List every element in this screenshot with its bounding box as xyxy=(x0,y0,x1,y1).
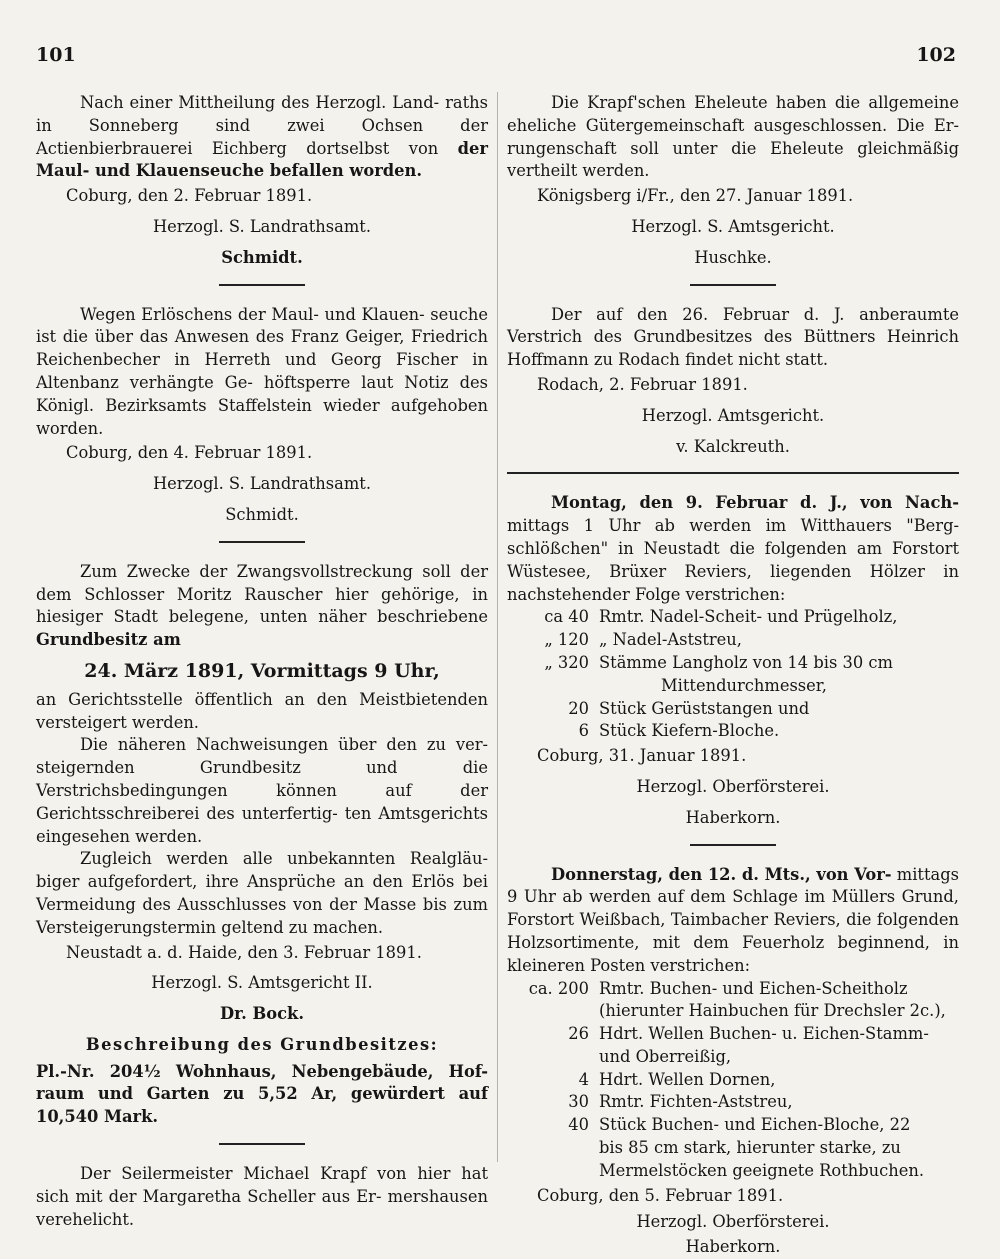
notice-text xyxy=(36,92,488,183)
item-text: Stück Gerüststangen und xyxy=(599,698,810,718)
text-line: Grundbesitz am xyxy=(36,630,181,650)
item-quantity: „ 120 xyxy=(544,630,589,650)
notice-signer: Huschke. xyxy=(694,247,772,267)
text-line: ten Amtsgerichts eingesehen werden. xyxy=(36,803,488,846)
notice-date: Coburg, den 4. Februar 1891. xyxy=(66,443,313,463)
item-text: Mermelstöcken geeignete Rothbuchen. xyxy=(599,1160,925,1180)
section-divider xyxy=(507,472,959,474)
section-divider xyxy=(219,1143,305,1145)
item-text: Hdrt. Wellen Dornen, xyxy=(599,1069,776,1089)
auction-date: 24. März 1891, Vormittags 9 Uhr, xyxy=(84,659,440,682)
left-column xyxy=(36,92,488,1231)
notice-text xyxy=(507,864,959,978)
list-item xyxy=(507,1000,959,1023)
text-line: können auf der Gerichtsschreiberei des unterfertig- xyxy=(36,780,488,823)
notice-signer: v. Kalckreuth. xyxy=(676,436,790,456)
item-quantity: ca. 200 xyxy=(528,978,589,998)
notice-text xyxy=(36,734,488,848)
text-line: Verstrich des Grundbesitzes des Büttners Heinrich xyxy=(507,327,959,347)
notice-intro xyxy=(36,561,488,652)
item-text: bis 85 cm stark, hierunter starke, zu xyxy=(599,1138,901,1158)
notice-text xyxy=(507,492,959,606)
item-quantity: „ 320 xyxy=(544,652,589,672)
text-line: Der Seilermeister Michael Krapf von hier xyxy=(80,1164,451,1184)
text-line: Wegen Erlöschens der Maul- und Klauen- xyxy=(80,304,425,324)
text-line: mittags 9 Uhr ab werden auf dem Schlage im xyxy=(507,864,959,907)
notice-signer: Haberkorn. xyxy=(685,807,781,827)
text-line: Die näheren Nachweisungen über den zu ver- xyxy=(80,735,488,755)
text-line: steigernden Grundbesitz und die Verstrichsbedingungen xyxy=(36,758,488,800)
text-line: Geiger, Friedrich Reichenbecher in Herreth xyxy=(36,327,488,370)
item-quantity xyxy=(507,1160,599,1183)
notice-date: Rodach, 2. Februar 1891. xyxy=(537,374,748,394)
text-line: Actienbierbrauerei Eichberg dortselbst von xyxy=(36,138,439,158)
text-line: Montag, den 9. Februar d. J., von Nach- xyxy=(551,493,959,513)
list-item xyxy=(507,978,959,1001)
notice-wood-sale-thursday xyxy=(507,864,959,1259)
text-line: bis zum Versteigerungstermin geltend zu machen. xyxy=(36,894,488,937)
notice-foreclosure-auction xyxy=(36,561,488,1129)
item-text: und Oberreißig, xyxy=(599,1046,732,1066)
item-text: Rmtr. Nadel-Scheit- und Prügelholz, xyxy=(599,607,898,627)
notice-text xyxy=(507,304,959,372)
text-line: Feuerholz beginnend, in kleineren Posten verstrichen: xyxy=(507,932,959,975)
page-number-right: 102 xyxy=(916,44,956,66)
text-line: 10,540 Mark. xyxy=(36,1107,159,1127)
notice-office: Herzogl. Amtsgericht. xyxy=(641,405,825,425)
notice-office: Herzogl. S. Amtsgericht. xyxy=(631,216,835,236)
text-line: Der auf den 26. Februar d. J. anberaumte xyxy=(551,304,959,324)
notice-signer: Dr. Bock. xyxy=(219,1004,305,1024)
notice-signer: Haberkorn. xyxy=(685,1237,781,1257)
property-heading: Beschreibung des Grundbesitzes: xyxy=(85,1034,439,1054)
text-line: Reviers, die folgenden Holzsortimente, mit dem xyxy=(507,910,959,952)
list-item xyxy=(507,698,959,721)
item-text: Stück Buchen- und Eichen-Bloche, 22 xyxy=(599,1115,911,1135)
list-item xyxy=(507,1091,959,1114)
item-quantity: ca 40 xyxy=(544,607,589,627)
notice-office: Herzogl. S. Amtsgericht II. xyxy=(151,973,373,993)
text-line: vertheilt werden. xyxy=(507,161,650,181)
text-line: der Maul- und Klauenseuche befallen worden. xyxy=(36,138,488,181)
notice-signer: Schmidt. xyxy=(225,504,299,524)
notice-text xyxy=(36,848,488,939)
item-text: Rmtr. Fichten-Aststreu, xyxy=(599,1092,793,1112)
text-line: Zugleich werden alle unbekannten Realgläu- xyxy=(80,849,488,869)
section-divider xyxy=(219,541,305,543)
item-quantity: 40 xyxy=(568,1115,589,1135)
notice-text xyxy=(36,689,488,735)
text-line: hat sich mit der Margaretha Scheller aus Er- xyxy=(36,1164,488,1206)
item-text: (hierunter Hainbuchen für Drechsler 2c.), xyxy=(599,1001,946,1021)
notice-date: Coburg, den 5. Februar 1891. xyxy=(537,1185,784,1205)
item-quantity: 20 xyxy=(568,698,589,718)
list-item xyxy=(507,1069,959,1092)
text-line: Müllers Grund, Forstort Weißbach, Taimbacher xyxy=(507,887,959,930)
text-line: Die Krapf'schen Eheleute haben die allgemeine xyxy=(551,93,959,112)
section-divider xyxy=(690,844,776,846)
text-line: Wüstesee, Brüxer Reviers, liegenden Hölzer in xyxy=(507,561,959,581)
section-divider xyxy=(690,284,776,286)
item-quantity xyxy=(507,1137,599,1160)
text-line: und Georg Fischer in Altenbanz verhängte Ge- xyxy=(36,350,488,392)
text-line: mittags 1 Uhr ab werden im Witthauers "Berg- xyxy=(507,516,959,536)
notice-property-regime xyxy=(507,92,959,270)
text-line: biger aufgefordert, ihre Ansprüche an den Erlös xyxy=(36,872,455,892)
item-quantity: 30 xyxy=(568,1092,589,1112)
notice-office: Herzogl. Oberförsterei. xyxy=(636,776,830,796)
list-item xyxy=(507,606,959,629)
text-line: eheliche Gütergemeinschaft ausgeschlossen. Die Er- xyxy=(507,115,959,135)
item-text: Stämme Langholz von 14 bis 30 cm xyxy=(599,652,893,672)
text-line: rungenschaft soll unter die Eheleute gleichmäßig xyxy=(507,138,959,158)
item-text: Stück Kiefern-Bloche. xyxy=(599,721,780,741)
list-item xyxy=(507,1023,959,1046)
text-line: Donnerstag, den 12. d. Mts., von Vor- xyxy=(551,864,892,884)
text-line: an Gerichtsstelle öffentlich an den Meistbietenden xyxy=(36,689,488,709)
notice-quarantine-lifted xyxy=(36,304,488,527)
item-quantity: 26 xyxy=(568,1024,589,1044)
notice-text xyxy=(36,304,488,441)
list-item xyxy=(507,1046,959,1069)
item-text: Rmtr. Buchen- und Eichen-Scheitholz xyxy=(599,978,908,998)
section-divider xyxy=(219,284,305,286)
notice-date: Coburg, den 2. Februar 1891. xyxy=(66,186,313,206)
notice-office: Herzogl. S. Landrathsamt. xyxy=(152,216,372,236)
item-text: Mittendurchmesser, xyxy=(661,675,827,695)
notice-foot-and-mouth xyxy=(36,92,488,270)
notice-marriage xyxy=(36,1163,488,1231)
text-line: raum und Garten zu 5,52 Ar, gewürdert auf xyxy=(36,1084,488,1104)
text-line: versteigert werden. xyxy=(36,712,199,732)
text-line: Staffelstein wieder aufgehoben worden. xyxy=(36,395,488,438)
text-line: Hoffmann zu Rodach findet nicht statt. xyxy=(507,350,829,370)
notice-office: Herzogl. S. Landrathsamt. xyxy=(152,474,372,494)
list-item xyxy=(507,1137,959,1160)
text-line: hiesiger Stadt belegene, unten näher beschriebene xyxy=(36,607,488,627)
text-line: bei Vermeidung des Ausschlusses von der Masse xyxy=(36,872,488,914)
text-line: Pl.-Nr. 204½ Wohnhaus, Nebengebäude, Hof- xyxy=(36,1061,488,1081)
notice-text xyxy=(507,92,959,183)
list-item xyxy=(507,1114,959,1137)
text-line: höftsperre laut Notiz des Königl. Bezirksamts xyxy=(36,372,489,415)
list-item xyxy=(507,720,959,743)
text-line: dem Schlosser Moritz Rauscher hier gehörige, in xyxy=(36,584,488,604)
property-description xyxy=(36,1061,488,1129)
notice-auction-cancelled xyxy=(507,304,959,459)
text-line: Nach einer Mittheilung des Herzogl. Land- xyxy=(80,93,440,112)
notice-text xyxy=(36,1163,488,1231)
text-line: Zum Zwecke der Zwangsvollstreckung soll der xyxy=(80,561,488,581)
list-item xyxy=(507,629,959,652)
notice-date: Neustadt a. d. Haide, den 3. Februar 1891. xyxy=(66,942,422,962)
notice-office: Herzogl. Oberförsterei. xyxy=(636,1212,830,1232)
notice-date: Coburg, 31. Januar 1891. xyxy=(537,746,747,766)
list-item xyxy=(507,652,959,675)
item-quantity: 4 xyxy=(578,1069,589,1089)
notice-signer: Schmidt. xyxy=(221,247,303,267)
item-quantity: 6 xyxy=(578,721,589,741)
item-quantity xyxy=(507,675,599,698)
text-line: seuche ist die über das Anwesen des Franz xyxy=(36,304,488,347)
list-item xyxy=(507,1160,959,1183)
item-text: Hdrt. Wellen Buchen- u. Eichen-Stamm- xyxy=(599,1024,929,1044)
item-text: „ Nadel-Aststreu, xyxy=(599,630,742,650)
item-quantity xyxy=(507,1000,599,1023)
text-line: schlößchen" in Neustadt die folgenden am Forstort xyxy=(507,538,959,558)
column-divider xyxy=(497,92,498,1162)
list-item xyxy=(507,675,959,698)
page-number-left: 101 xyxy=(36,44,76,66)
right-column xyxy=(507,92,959,1259)
notice-date: Königsberg i/Fr., den 27. Januar 1891. xyxy=(537,186,854,206)
text-line: mershausen verehelicht. xyxy=(36,1186,488,1229)
notice-wood-sale-monday xyxy=(507,492,959,829)
item-quantity xyxy=(507,1046,599,1069)
text-line: nachstehender Folge verstrichen: xyxy=(507,584,786,604)
text-line: raths in Sonneberg sind zwei Ochsen der xyxy=(36,93,488,135)
